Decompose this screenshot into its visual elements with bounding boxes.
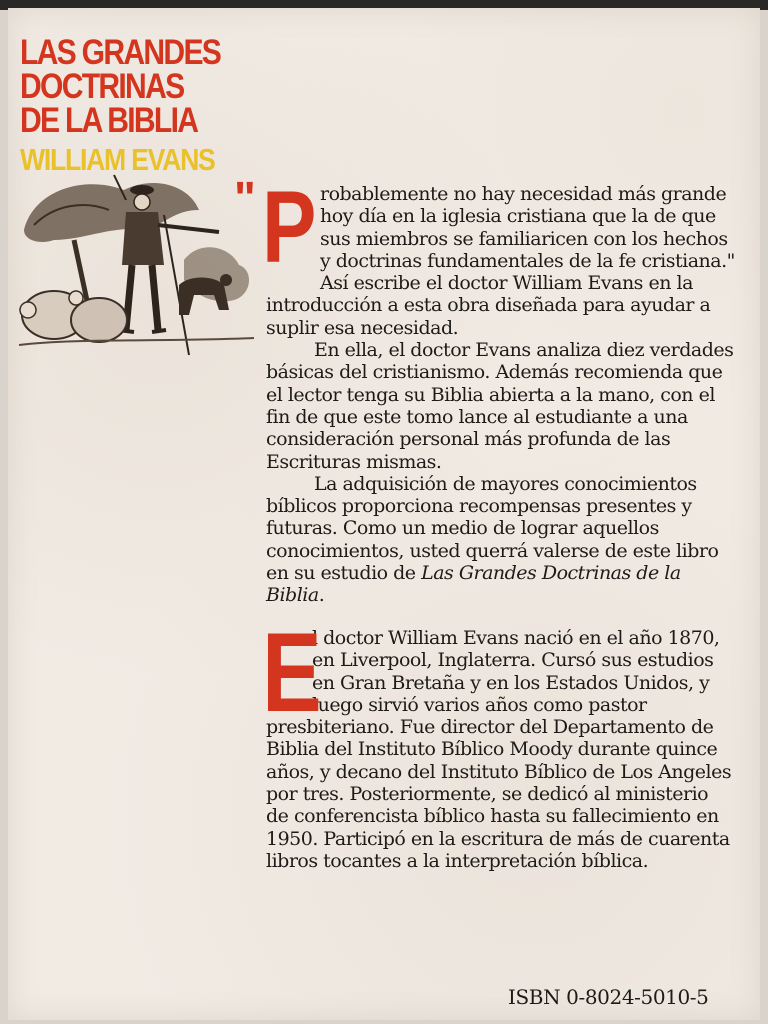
blurb-book-title-italic: Las Grandes Doctrinas de la Biblia xyxy=(266,562,681,607)
dropcap-p xyxy=(262,170,317,284)
author-bio-paragraph: l doctor William Evans nació en el año 1870, en Liverpool, Inglaterra. Cursó sus estudios en Gran Bretaña y en los Estados Unidos, y luego sirvió varios años como pastor presbiteriano. Fue director del Departamento de Biblia del Instituto Bíblico Moody durante quince años, y decano del Instituto Bíblico de Los Angeles por tres. Posteriormente, se dedicó al ministerio de conferencista bíblico hasta su fallecimiento en 1950. Participó en la escritura de más de cuarenta libros tocantes a la interpretación bíblica. xyxy=(266,627,732,872)
blurb-paragraph-1: robablemente no hay necesidad más grande hoy día en la iglesia cristiana que la de que sus miembros se familiaricen con los hechos y doctrinas fundamentales de la fe cristiana." Así escribe el doctor William Evans en la introducción a esta obra diseñada para ayudar a suplir esa necesidad. xyxy=(266,183,735,339)
shepherd-with-sheep-and-dog-icon xyxy=(14,170,259,365)
dropcap-letter-e: E xyxy=(262,610,322,735)
author-bio-column xyxy=(262,610,736,872)
blurb-paragraph-3 xyxy=(266,473,736,607)
title-line-3: DE LA BIBLIA xyxy=(20,101,198,140)
blurb-column xyxy=(262,170,736,607)
blurb-paragraph-3-end: . xyxy=(318,584,325,607)
blurb-paragraph-3-text: La adquisición de mayores conocimientos bíblicos proporciona recompensas presentes y futuras. Como un medio de lograr aquellos conocimientos, usted querrá valerse de este libro en su estudio de xyxy=(266,472,719,585)
dropcap-e xyxy=(262,610,322,735)
blurb-paragraph-2: En ella, el doctor Evans analiza diez verdades básicas del cristianismo. Además recomienda que el lector tenga su Biblia abierta a la mano, con el fin de que este tomo lance al estudiante a una consideración personal más profunda de las Escrituras mismas. xyxy=(266,339,734,473)
title-line-1: LAS GRANDES xyxy=(20,33,221,72)
book-title xyxy=(20,33,221,140)
open-quote-mark: " xyxy=(234,172,256,224)
author-name: WILLIAM EVANS xyxy=(20,142,215,177)
title-line-2: DOCTRINAS xyxy=(20,67,184,106)
isbn-number: ISBN 0-8024-5010-5 xyxy=(508,985,709,1009)
dropcap-letter-p: P xyxy=(262,170,317,284)
